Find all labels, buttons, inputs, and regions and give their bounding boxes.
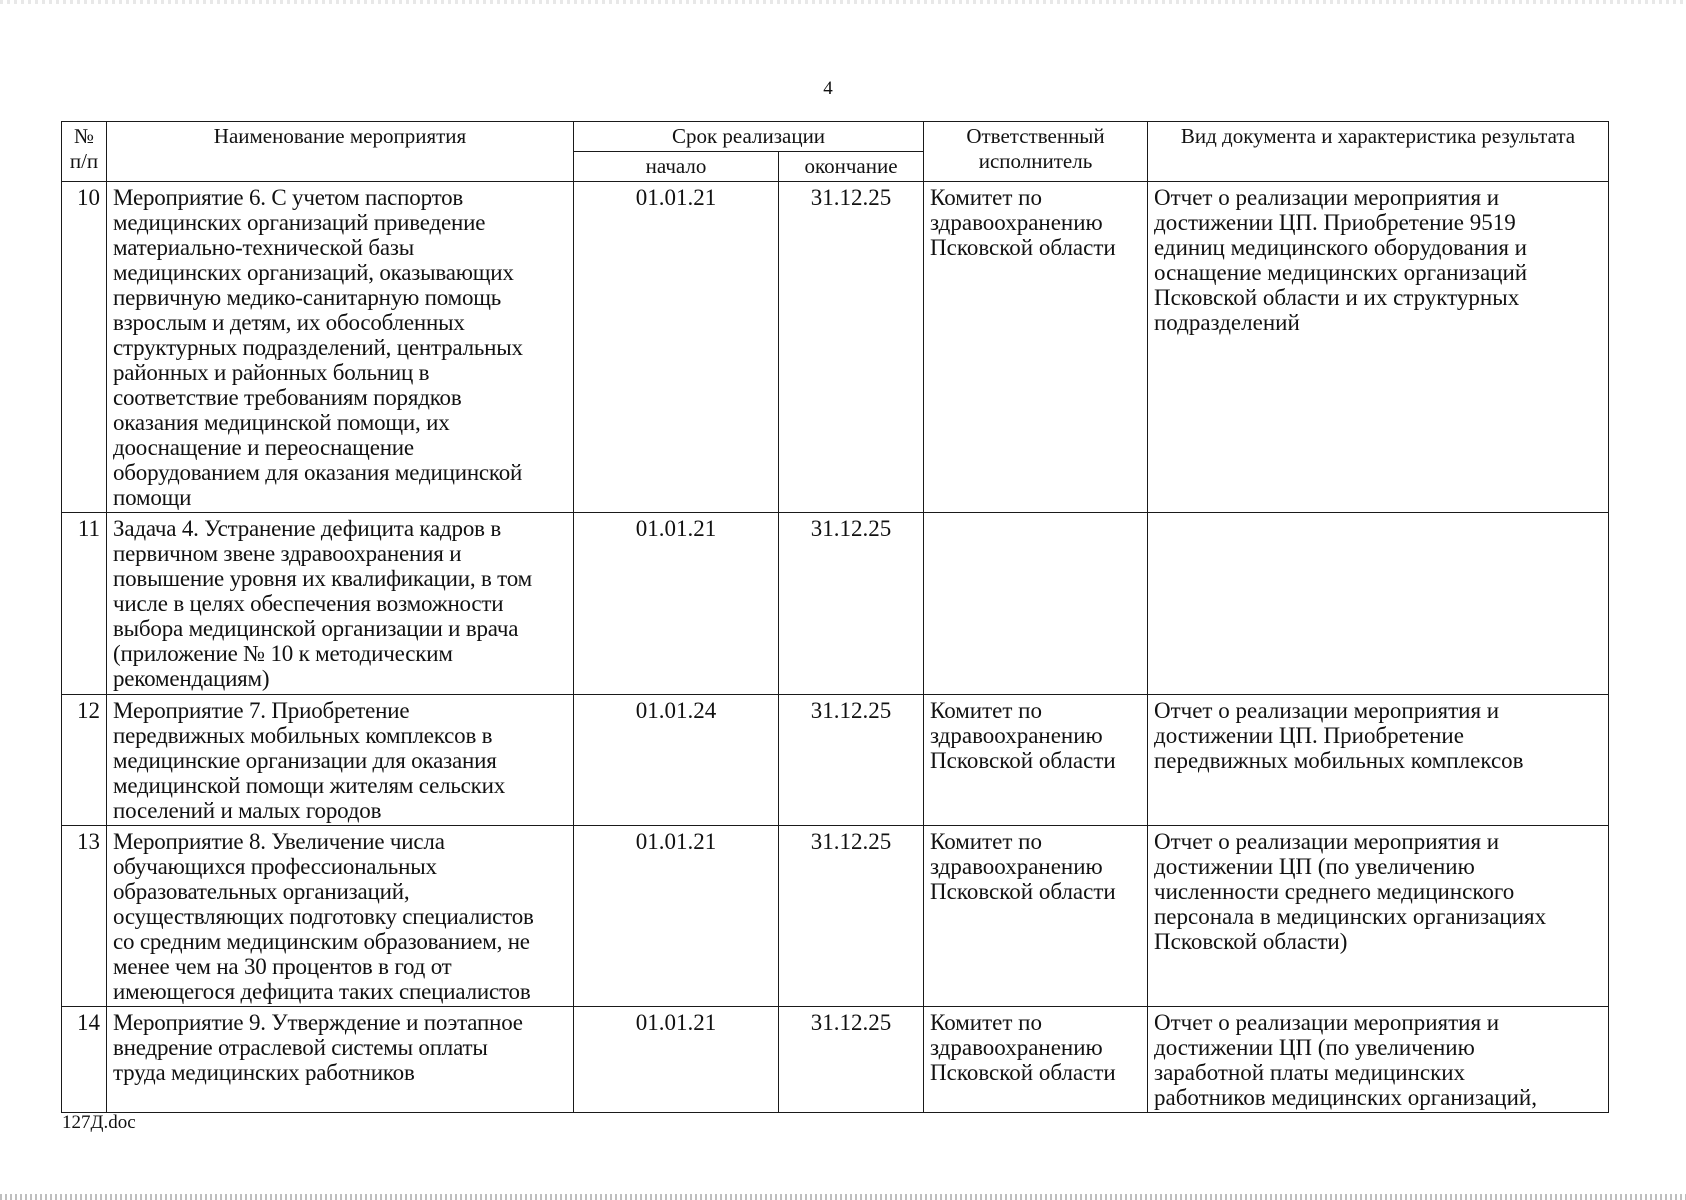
row-start-date: 01.01.21 bbox=[574, 826, 779, 1007]
row-name: Мероприятие 6. С учетом паспортов медицинских организаций приведение материально-технической базы медицинских организаций, оказывающих первичную медико-санитарную помощь взрослым и детям, их обособленных структурных подразделений, центральных районных и районных больниц в соответствие требованиям порядков оказания медицинской помощи, их дооснащение и переоснащение оборудованием для оказания медицинской помощи bbox=[107, 182, 574, 513]
row-end-date: 31.12.25 bbox=[779, 695, 924, 826]
table-row bbox=[62, 1007, 1609, 1113]
header-name: Наименование мероприятия bbox=[107, 122, 574, 182]
header-period: Срок реализации bbox=[574, 122, 924, 152]
row-name: Мероприятие 7. Приобретение передвижных мобильных комплексов в медицинские организации для оказания медицинской помощи жителям сельских поселений и малых городов bbox=[107, 695, 574, 826]
scan-edge-top bbox=[0, 0, 1686, 4]
header-responsible: Ответственный исполнитель bbox=[924, 122, 1148, 182]
row-responsible: Комитет по здравоохранению Псковской области bbox=[924, 695, 1148, 826]
row-start-date: 01.01.21 bbox=[574, 182, 779, 513]
scan-edge-bottom bbox=[0, 1194, 1686, 1200]
row-end-date: 31.12.25 bbox=[779, 182, 924, 513]
row-result: Отчет о реализации мероприятия и достижении ЦП. Приобретение 9519 единиц медицинского оборудования и оснащение медицинских организаций Псковской области и их структурных подразделений bbox=[1148, 182, 1609, 513]
row-result: Отчет о реализации мероприятия и достижении ЦП (по увеличению численности среднего медицинского персонала в медицинских организациях Псковской области) bbox=[1148, 826, 1609, 1007]
header-row bbox=[62, 122, 1609, 152]
row-num: 11 bbox=[62, 513, 107, 695]
row-responsible bbox=[924, 513, 1148, 695]
row-start-date: 01.01.21 bbox=[574, 1007, 779, 1113]
row-num: 14 bbox=[62, 1007, 107, 1113]
row-start-date: 01.01.21 bbox=[574, 513, 779, 695]
row-num: 13 bbox=[62, 826, 107, 1007]
row-end-date: 31.12.25 bbox=[779, 826, 924, 1007]
page-number: 4 bbox=[823, 78, 833, 99]
row-responsible: Комитет по здравоохранению Псковской области bbox=[924, 826, 1148, 1007]
row-result: Отчет о реализации мероприятия и достижении ЦП. Приобретение передвижных мобильных комплексов bbox=[1148, 695, 1609, 826]
header-start: начало bbox=[574, 152, 779, 182]
footer-filename: 127Д.doc bbox=[62, 1112, 136, 1133]
row-num: 10 bbox=[62, 182, 107, 513]
table-row bbox=[62, 182, 1609, 513]
row-start-date: 01.01.24 bbox=[574, 695, 779, 826]
row-num: 12 bbox=[62, 695, 107, 826]
table-row bbox=[62, 826, 1609, 1007]
row-end-date: 31.12.25 bbox=[779, 1007, 924, 1113]
header-result: Вид документа и характеристика результата bbox=[1148, 122, 1609, 182]
row-result: Отчет о реализации мероприятия и достижении ЦП (по увеличению заработной платы медицинских работников медицинских организаций, bbox=[1148, 1007, 1609, 1113]
table-row bbox=[62, 513, 1609, 695]
row-name: Мероприятие 8. Увеличение числа обучающихся профессиональных образовательных организаций, осуществляющих подготовку специалистов со средним медицинским образованием, не менее чем на 30 процентов в год от имеющегося дефицита таких специалистов bbox=[107, 826, 574, 1007]
header-num: № п/п bbox=[62, 122, 107, 182]
row-name: Задача 4. Устранение дефицита кадров в первичном звене здравоохранения и повышение уровня их квалификации, в том числе в целях обеспечения возможности выбора медицинской организации и врача (приложение № 10 к методическим рекомендациям) bbox=[107, 513, 574, 695]
row-responsible: Комитет по здравоохранению Псковской области bbox=[924, 182, 1148, 513]
table-row bbox=[62, 695, 1609, 826]
header-end: окончание bbox=[779, 152, 924, 182]
row-name: Мероприятие 9. Утверждение и поэтапное внедрение отраслевой системы оплаты труда медицинских работников bbox=[107, 1007, 574, 1113]
row-end-date: 31.12.25 bbox=[779, 513, 924, 695]
action-plan-table bbox=[61, 121, 1609, 1113]
row-result bbox=[1148, 513, 1609, 695]
row-responsible: Комитет по здравоохранению Псковской области bbox=[924, 1007, 1148, 1113]
